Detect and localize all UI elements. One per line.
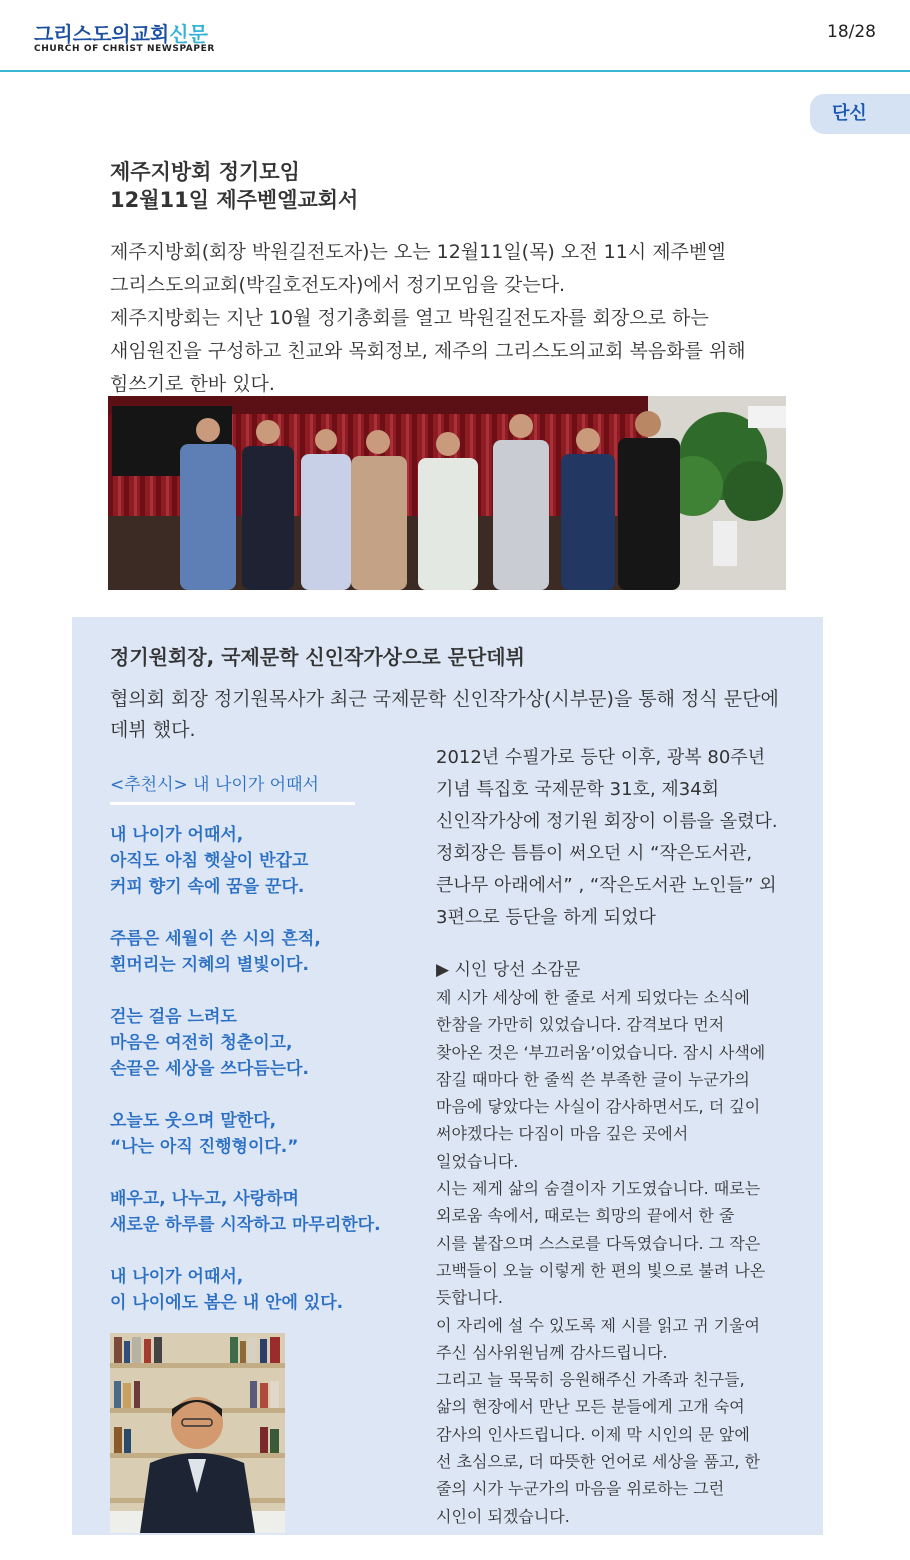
article2-intro: [110, 684, 810, 746]
poem-stanza: [110, 1186, 430, 1238]
poem-line: 이 나이에도 봄은 내 안에 있다.: [110, 1293, 344, 1313]
paragraph-line: 힘쓰기로 한바 있다.: [110, 373, 275, 395]
poem-line: 커피 향기 속에 꿈을 꾼다.: [110, 877, 305, 897]
poem-line: 주름은 세월이 쓴 시의 흔적,: [110, 929, 321, 949]
text-line: 줄의 시가 누군가의 마음을 위로하는 그런: [436, 1479, 725, 1499]
portrait-photo: [110, 1333, 285, 1533]
text-line: 시를 붙잡으며 스스로를 다독였습니다. 그 작은: [436, 1233, 761, 1253]
article1-title-line: 제주지방회 정기모임: [110, 160, 300, 184]
article1-body: [110, 236, 810, 401]
section-tag: 단신: [810, 94, 910, 134]
intro-line: 협의회 회장 정기원목사가 최근 국제문학 신인작가상(시부문)을 통해 정식 문단에: [110, 688, 779, 710]
poem-line: 마음은 여전히 청춘이고,: [110, 1033, 293, 1053]
poem-line: 내 나이가 어때서,: [110, 1267, 244, 1287]
text-line: 써야겠다는 다짐이 마음 깊은 곳에서: [436, 1124, 689, 1144]
poem-line: “나는 아직 진행형이다.”: [110, 1137, 299, 1157]
poem-line: 아직도 아침 햇살이 반갑고: [110, 851, 309, 871]
text-line: 주신 심사위원님께 감사드립니다.: [436, 1342, 668, 1362]
article2-right-column: [436, 742, 811, 1530]
article1-title: [110, 158, 358, 214]
group-photo: [108, 396, 786, 590]
poem-line: 오늘도 웃으며 말한다,: [110, 1111, 277, 1131]
text-line: 기념 특집호 국제문학 31호, 제34회: [436, 779, 720, 800]
text-line: 마음에 닿았다는 사실이 감사하면서도, 더 깊이: [436, 1097, 761, 1117]
poem-line: 새로운 하루를 시작하고 마무리한다.: [110, 1215, 381, 1235]
paragraph-line: 제주지방회는 지난 10월 정기총회를 열고 박원길전도자를 회장으로 하는: [110, 307, 709, 329]
text-line: 잠길 때마다 한 줄씩 쓴 부족한 글이 누군가의: [436, 1069, 750, 1089]
article1-title-line: 12월11일 제주벧엘교회서: [110, 188, 359, 212]
text-line: 삶의 현장에서 만난 모든 분들에게 고개 숙여: [436, 1397, 745, 1417]
poem-line: 배우고, 나누고, 사랑하며: [110, 1189, 299, 1209]
text-line: 감사의 인사드립니다. 이제 막 시인의 문 앞에: [436, 1424, 750, 1444]
logo-english-text: CHURCH OF CHRIST NEWSPAPER: [34, 44, 215, 54]
poem-line: 흰머리는 지혜의 별빛이다.: [110, 955, 309, 975]
text-line: 이 자리에 설 수 있도록 제 시를 읽고 귀 기울여: [436, 1315, 760, 1335]
text-line: 2012년 수필가로 등단 이후, 광복 80주년: [436, 747, 766, 768]
article2-title: 정기원회장, 국제문학 신인작가상으로 문단데뷔: [110, 645, 525, 669]
poem-line: 내 나이가 어때서,: [110, 825, 244, 845]
text-line: 3편으로 등단을 하게 되었다: [436, 907, 656, 928]
paragraph-line: 제주지방회(회장 박원길전도자)는 오는 12월11일(목) 오전 11시 제주벧엘: [110, 241, 726, 263]
page-number: 18/28: [827, 22, 876, 42]
poem-stanza: [110, 1264, 430, 1316]
text-line: 외로움 속에서, 때로는 희망의 끝에서 한 줄: [436, 1206, 735, 1226]
poem-line: 손끝은 세상을 쓰다듬는다.: [110, 1059, 309, 1079]
poem-stanza: [110, 1108, 430, 1160]
text-line: 고백들이 오늘 이렇게 한 편의 빛으로 불려 나온: [436, 1260, 766, 1280]
paragraph-line: 그리스도의교회(박길호전도자)에서 정기모임을 갖는다.: [110, 274, 566, 296]
newspaper-logo: [34, 18, 208, 47]
poem-line: 걷는 걸음 느려도: [110, 1007, 237, 1027]
poem-heading: <추천시> 내 나이가 어때서: [110, 775, 319, 795]
poem-stanza: [110, 926, 430, 978]
text-line: 선 초심으로, 더 따뜻한 언어로 세상을 품고, 한: [436, 1452, 760, 1472]
text-line: 듯합니다.: [436, 1288, 503, 1308]
text-line: 그리고 늘 묵묵히 응원해주신 가족과 친구들,: [436, 1370, 745, 1390]
text-line: 찾아온 것은 ‘부끄러움’이었습니다. 잠시 사색에: [436, 1042, 766, 1062]
poem-stanza: [110, 1004, 430, 1082]
text-line: 시인이 되겠습니다.: [436, 1506, 570, 1526]
acceptance-speech: [436, 984, 811, 1530]
poem-stanza: [110, 822, 430, 900]
logo-main-text: 그리스도의교회: [34, 22, 170, 46]
poem: [110, 822, 430, 1342]
text-line: 제 시가 세상에 한 줄로 서게 되었다는 소식에: [436, 988, 750, 1007]
text-line: 정회장은 틈틈이 써오던 시 “작은도서관,: [436, 843, 753, 864]
debut-text: [436, 742, 811, 934]
text-line: 일었습니다.: [436, 1151, 519, 1171]
text-line: 한참을 가만히 있었습니다. 감격보다 먼저: [436, 1015, 725, 1035]
text-line: 큰나무 아래에서” , “작은도서관 노인들” 외: [436, 875, 777, 896]
text-line: 신인작가상에 정기원 회장이 이름을 올렸다.: [436, 811, 778, 832]
page-header: [0, 0, 910, 72]
paragraph-line: 새임원진을 구성하고 친교와 목회정보, 제주의 그리스도의교회 복음화를 위해: [110, 340, 746, 362]
poem-divider: [110, 802, 355, 805]
logo-accent-text: 신문: [169, 22, 208, 46]
intro-line: 데뷔 했다.: [110, 719, 196, 741]
speech-heading: ▶ 시인 당선 소감문: [436, 960, 581, 980]
text-line: 시는 제게 삶의 숨결이자 기도였습니다. 때로는: [436, 1179, 761, 1199]
